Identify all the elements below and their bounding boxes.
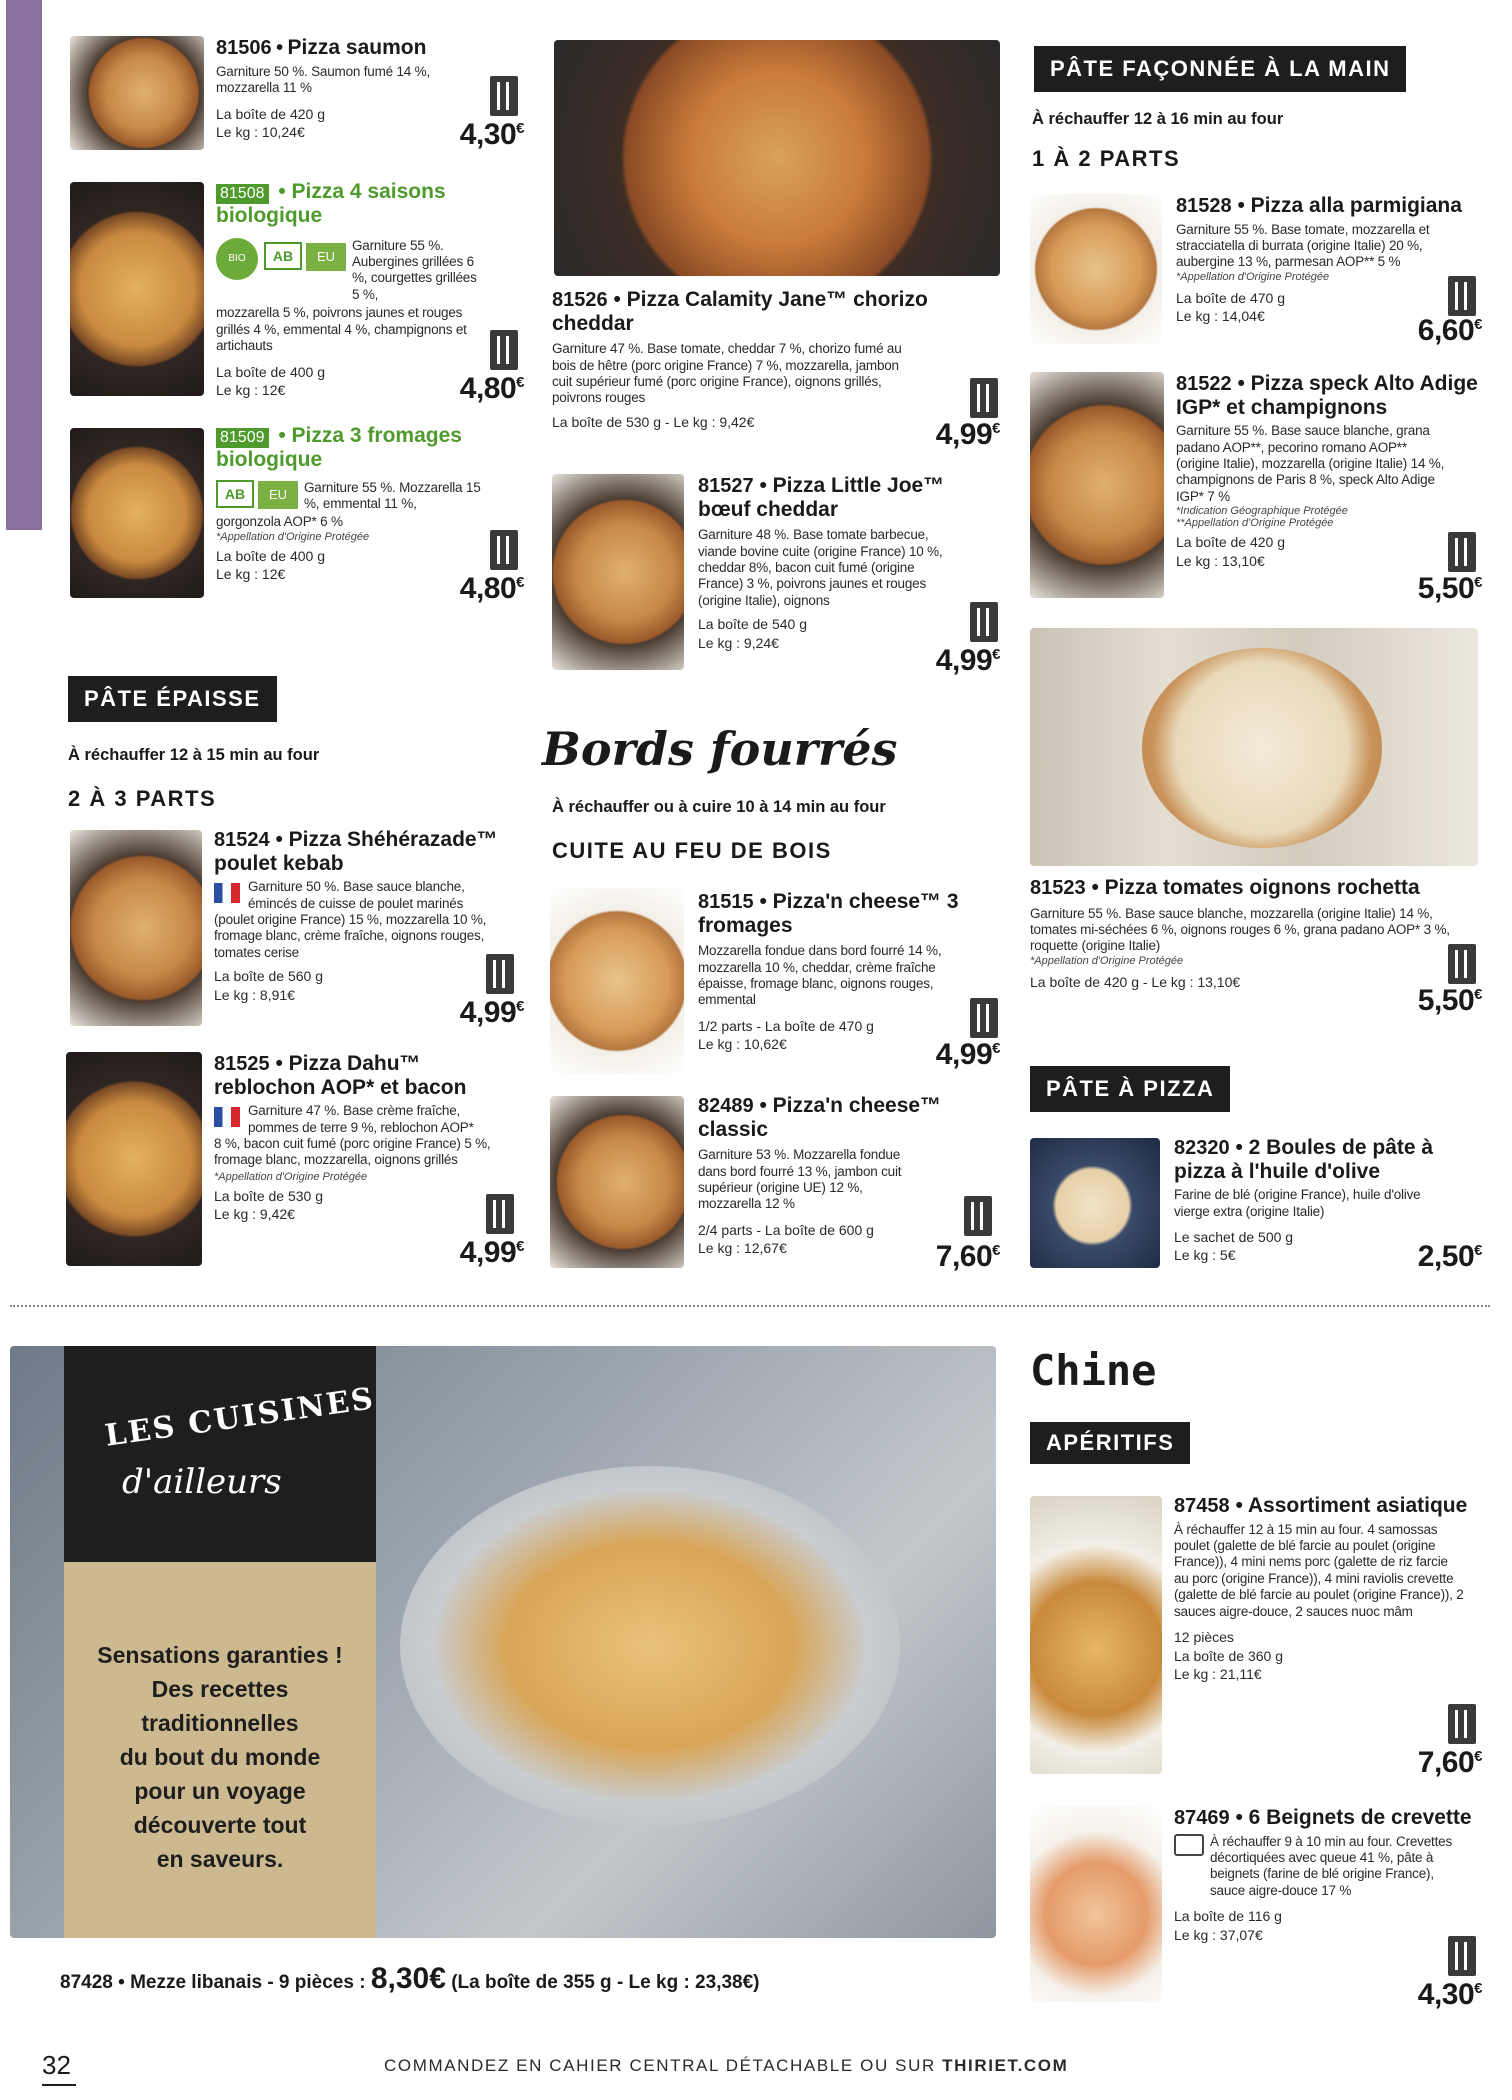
section-instructions: À réchauffer ou à cuire 10 à 14 min au four — [552, 798, 886, 816]
product-price: 6,60€ — [1417, 314, 1482, 347]
product-code: 81526 — [552, 289, 608, 311]
product-kg: Le kg : 9,24€ — [698, 634, 779, 651]
product-87458: 87458 • Assortiment asiatique À réchauffer 12 à 15 min au four. 4 samossas poulet (galette de blé farcie au poulet (origine France)), 4 mini nems porc (galette de riz farcie au porc (origine France)), 4 mini raviolis crevette (galette de blé farcie au poulet (origine France)), 2 sauces aigre-douce, 2 sauces nuoc mâm 12 pièces La boîte de 360 g Le kg : 21,11€ — [1174, 1494, 1474, 1683]
product-code: 81524 — [214, 829, 270, 851]
product-note: *Indication Géographique Protégée — [1176, 505, 1348, 518]
mezze-price: 8,30€ — [370, 1962, 446, 1995]
promo-panel — [64, 1346, 376, 1938]
fork-icon — [1448, 276, 1476, 316]
product-kg: Le kg : 8,91€ — [214, 986, 295, 1003]
fork-icon — [970, 602, 998, 642]
product-photo-81527 — [552, 474, 684, 670]
fork-icon — [1448, 1704, 1476, 1744]
product-82320: 82320 • 2 Boules de pâte à pizza à l'huile d'olive Farine de blé (origine France), huile d'olive vierge extra (origine Italie) Le sachet de 500 g Le kg : 5€ — [1174, 1136, 1480, 1264]
product-photo-81506 — [70, 36, 204, 150]
fork-icon — [1448, 944, 1476, 984]
product-81523: 81523 • Pizza tomates oignons rochetta Garniture 55 %. Base sauce blanche, mozzarella (origine Italie) 14 %, tomates mi-séchées 6 %, oignons rouges 6 %, grana padano AOP* 3 %, roquette (origine Italie) *Appellation d'Origine Protégée La boîte de 420 g - Le kg : 13,10€ — [1030, 876, 1480, 991]
product-price: 7,60€ — [935, 1240, 1000, 1273]
product-desc: Farine de blé (origine France), huile d'olive vierge extra (origine Italie) — [1174, 1187, 1421, 1219]
product-kg: Le kg : 10,24€ — [216, 124, 305, 141]
section-tag-pate-faconnee: PÂTE FAÇONNÉE À LA MAIN — [1034, 46, 1406, 92]
ab-logo-icon: AB — [216, 480, 254, 508]
oven-icon — [1174, 1834, 1204, 1856]
product-81526: 81526 • Pizza Calamity Jane™ chorizo cheddar Garniture 47 %. Base tomate, cheddar 7 %, chorizo fumé au bois de hêtre (porc origine France) 7 %, mozzarella, jambon cuit supérieur fumé (porc origine France), oignons grillés, poivrons rouges La boîte de 530 g - Le kg : 9,42€ — [552, 288, 972, 431]
product-desc: Garniture 48 %. Base tomate barbecue, viande bovine cuite (origine France) 10 %, cheddar 8%, bacon cuit fumé (origine France) 3 %, poivrons jaunes et rouges (origine Italie), oignons — [698, 527, 943, 608]
product-photo-87458 — [1030, 1496, 1162, 1774]
product-desc: À réchauffer 9 à 10 min au four. Crevettes décortiquées avec queue 41 %, pâte à beignets (farine de blé origine France), sauce aigre-douce 17 % — [1210, 1833, 1452, 1898]
mezze-detail: (La boîte de 355 g - Le kg : 23,38€) — [451, 1972, 760, 1993]
section-instructions: À réchauffer 12 à 15 min au four — [68, 746, 320, 764]
product-box: La boîte de 400 g — [216, 547, 325, 564]
product-box: Le sachet de 500 g — [1174, 1228, 1294, 1245]
fork-icon — [1448, 532, 1476, 572]
product-desc: 8 %, bacon cuit fumé (porc origine France) 5 %, fromage blanc, mozzarella, oignons grillés — [214, 1135, 491, 1168]
product-note: *Appellation d'Origine Protégée — [1030, 954, 1184, 967]
fork-icon — [970, 998, 998, 1038]
product-note: *Appellation d'Origine Protégée — [216, 530, 370, 543]
product-kg: Le kg : 12€ — [216, 381, 286, 398]
mezze-name: Mezze libanais - 9 pièces : — [130, 1972, 366, 1993]
promo-header — [64, 1346, 376, 1562]
product-name: Assortiment asiatique — [1247, 1494, 1468, 1517]
product-name: 2 Boules de pâte à pizza à l'huile d'olive — [1174, 1136, 1434, 1183]
product-box: La boîte de 400 g — [216, 363, 325, 380]
product-name: Pizza Calamity Jane™ chorizo cheddar — [552, 288, 928, 335]
product-price: 4,99€ — [459, 996, 524, 1029]
section-tag-aperitifs: APÉRITIFS — [1030, 1422, 1190, 1464]
product-code: 82489 — [698, 1095, 754, 1117]
product-81528: 81528 • Pizza alla parmigiana Garniture 55 %. Base tomate, mozzarella et stracciatella di burrata (origine Italie) 20 %, aubergine 13 %, parmesan AOP** 5 % *Appellation d'Origine Protégée La boîte de 470 g Le kg : 14,04€ — [1176, 194, 1476, 325]
product-code: 81506 — [216, 37, 272, 59]
product-photo-82489 — [550, 1096, 684, 1268]
product-desc: Mozzarella fondue dans bord fourré 14 %, mozzarella 10 %, cheddar, crème fraîche épaisse, fromage blanc, oignons rouges, emmental — [698, 943, 942, 1008]
product-desc: mozzarella 5 %, poivrons jaunes et rouges grillés 4 %, emmental 4 %, champignons et artichauts — [216, 305, 467, 354]
product-desc: Garniture 50 %. Saumon fumé 14 %, mozzarella 11 % — [216, 64, 431, 96]
product-name: Pizza tomates oignons rochetta — [1104, 876, 1420, 899]
product-81508: 81508 • Pizza 4 saisons biologique BIO AB EU Garniture 55 %. Aubergines grillées 6 %, courgettes grillées 5 %, mozzarella 5 %, poivrons jaunes et rouges grillés 4 %, emmental 4 %, champignons et artichauts La boîte de 400 g Le kg : 12€ — [216, 180, 516, 399]
product-81509: 81509 • Pizza 3 fromages biologique AB EU Garniture 55 %. Mozzarella 15 %, emmental 11 %, gorgonzola AOP* 6 % *Appellation d'Origine Protégée La boîte de 400 g Le kg : 12€ — [216, 424, 516, 583]
product-photo-81525 — [66, 1052, 202, 1266]
product-price: 4,99€ — [935, 418, 1000, 451]
section-divider — [10, 1305, 1490, 1307]
product-kg: Le kg : 5€ — [1174, 1247, 1236, 1264]
fork-icon — [970, 378, 998, 418]
product-desc: (poulet origine France) 15 %, mozzarella 10 %, fromage blanc, crème fraîche, oignons rouges, tomates cerise — [214, 911, 487, 960]
product-box: 1/2 parts - La boîte de 470 g — [698, 1017, 874, 1034]
product-kg: Le kg : 9,42€ — [214, 1206, 295, 1223]
product-box: La boîte de 540 g — [698, 616, 807, 633]
product-code: 81528 — [1176, 195, 1232, 217]
product-note-2: **Appellation d'Origine Protégée — [1176, 517, 1334, 530]
section-parts: 2 À 3 PARTS — [68, 786, 217, 811]
mezze-code: 87428 — [60, 1972, 113, 1993]
footer-note: COMMANDEZ EN CAHIER CENTRAL DÉTACHABLE OU SUR THIRIET.COM — [384, 2056, 1069, 2075]
product-price: 5,50€ — [1417, 984, 1482, 1017]
product-note: *Appellation d'Origine Protégée — [214, 1170, 368, 1183]
fork-icon — [490, 530, 518, 570]
product-photo-81508 — [70, 182, 204, 396]
section-parts: 1 À 2 PARTS — [1032, 146, 1181, 171]
mezze-offer: 87428 • Mezze libanais - 9 pièces : 8,30€ (La boîte de 355 g - Le kg : 23,38€) — [60, 1962, 760, 1995]
ab-logo-icon: AB — [264, 242, 302, 270]
product-photo-81526 — [554, 40, 1000, 276]
product-note: *Appellation d'Origine Protégée — [1176, 270, 1330, 283]
page-number: 32 — [42, 2050, 71, 2080]
product-code: 81527 — [698, 475, 754, 497]
product-desc: Garniture 55 %. Base sauce blanche, grana padano AOP**, pecorino romano AOP** (origine Italie), mozzarella (origine Italie) 14 %, champignons de Paris 8 %, speck Alto Adige IGP* 7 % — [1176, 423, 1445, 504]
product-name: Pizza 3 fromages biologique — [216, 424, 462, 471]
product-photo-87469 — [1030, 1806, 1162, 2002]
product-desc: gorgonzola AOP* 6 % — [216, 514, 343, 530]
product-kg: Le kg : 10,62€ — [698, 1036, 787, 1053]
product-box: La boîte de 420 g - Le kg : 13,10€ — [1030, 973, 1241, 990]
french-flag-icon — [214, 883, 240, 903]
product-kg: Le kg : 13,10€ — [1176, 552, 1265, 569]
product-desc: Garniture 55 %. Base tomate, mozzarella et stracciatella di burrata (origine Italie) 20 %, aubergine 13 %, parmesan AOP** 5 % — [1176, 221, 1430, 270]
fork-icon — [486, 1194, 514, 1234]
product-box: La boîte de 470 g — [1176, 289, 1285, 306]
footer-brand: THIRIET.COM — [942, 2056, 1069, 2075]
product-photo-81528 — [1030, 194, 1162, 344]
product-box: La boîte de 360 g — [1174, 1647, 1283, 1664]
eu-organic-leaf-icon: EU — [258, 481, 298, 509]
product-box: La boîte de 560 g — [214, 968, 323, 985]
product-desc: Garniture 55 %. Base sauce blanche, mozzarella (origine Italie) 14 %, tomates mi-séchées 6 %, oignons rouges 6 %, grana padano AOP* 3 %, roquette (origine Italie) — [1030, 905, 1450, 954]
product-code: 87469 — [1174, 1807, 1230, 1829]
product-name: Pizza speck Alto Adige IGP* et champignons — [1176, 372, 1478, 419]
section-tag-pate-epaisse: PÂTE ÉPAISSE — [68, 676, 277, 722]
product-price: 4,80€ — [459, 372, 524, 405]
product-box: La boîte de 420 g — [1176, 534, 1285, 551]
product-87469: 87469 • 6 Beignets de crevette À réchauffer 9 à 10 min au four. Crevettes décortiquées avec queue 41 %, pâte à beignets (farine de blé origine France), sauce aigre-douce 17 % La boîte de 116 g Le kg : 37,07€ — [1174, 1806, 1474, 1944]
product-81506: 81506 • Pizza saumon Garniture 50 %. Saumon fumé 14 %, mozzarella 11 % La boîte de 420 g Le kg : 10,24€ — [216, 36, 516, 141]
fork-icon — [490, 330, 518, 370]
fork-icon — [490, 76, 518, 116]
product-pieces: 12 pièces — [1174, 1629, 1234, 1646]
product-code: 82320 — [1174, 1137, 1230, 1159]
product-name: Pizza Dahu™ reblochon AOP* et bacon — [214, 1052, 467, 1099]
product-81525: 81525 • Pizza Dahu™ reblochon AOP* et bacon Garniture 47 %. Base crème fraîche, pommes de terre 9 %, reblochon AOP* 8 %, bacon cuit fumé (porc origine France) 5 %, fromage blanc, mozzarella, oignons grillés *Appellation d'Origine Protégée La boîte de 530 g Le kg : 9,42€ — [214, 1052, 524, 1223]
product-price: 5,50€ — [1417, 572, 1482, 605]
section-title-bords-fourres: Bords fourrés — [542, 722, 898, 776]
product-name: 6 Beignets de crevette — [1248, 1806, 1472, 1829]
product-kg: Le kg : 12,67€ — [698, 1240, 787, 1257]
product-81522: 81522 • Pizza speck Alto Adige IGP* et champignons Garniture 55 %. Base sauce blanche, grana padano AOP**, pecorino romano AOP** (origine Italie), mozzarella (origine Italie) 14 %, champignons de Paris 8 %, speck Alto Adige IGP* 7 % *Indication Géographique Protégée **Appellation d'Origine Protégée La boîte de 420 g Le kg : 13,10€ — [1176, 372, 1482, 570]
pizza-shape — [1142, 648, 1382, 848]
product-price: 4,80€ — [459, 572, 524, 605]
product-code: 81509 — [216, 428, 269, 448]
french-flag-icon — [214, 1107, 240, 1127]
product-name: Pizza Little Joe™ bœuf cheddar — [698, 474, 945, 521]
product-box: 2/4 parts - La boîte de 600 g — [698, 1221, 874, 1238]
product-81524: 81524 • Pizza Shéhérazade™ poulet kebab Garniture 50 %. Base sauce blanche, émincés de cuisse de poulet marinés (poulet origine France) 15 %, mozzarella 10 %, fromage blanc, crème fraîche, oignons rouges, tomates cerise La boîte de 560 g Le kg : 8,91€ — [214, 828, 524, 1004]
product-photo-81515 — [550, 888, 684, 1074]
product-kg: Le kg : 12€ — [216, 566, 286, 583]
product-photo-81509 — [70, 428, 204, 598]
product-price: 2,50€ — [1417, 1240, 1482, 1273]
product-name: Pizza'n cheese™ 3 fromages — [698, 890, 959, 937]
product-photo-81524 — [70, 830, 202, 1026]
product-price: 4,99€ — [935, 1038, 1000, 1071]
product-photo-81522 — [1030, 372, 1164, 598]
product-box: La boîte de 116 g — [1174, 1908, 1282, 1925]
fork-icon — [486, 954, 514, 994]
fork-icon — [964, 1196, 992, 1236]
product-name: Pizza alla parmigiana — [1250, 194, 1462, 217]
product-desc: Garniture 53 %. Mozzarella fondue dans bord fourré 13 %, jambon cuit supérieur (origine UE) 12 %, mozzarella 12 % — [698, 1147, 902, 1212]
promo-body: Sensations garanties ! Des recettes traditionnelles du bout du monde pour un voyage découverte tout en saveurs. — [64, 1562, 376, 1938]
plate-shape — [400, 1466, 900, 1826]
product-code: 81508 — [216, 184, 269, 204]
section-sub: CUITE AU FEU DE BOIS — [552, 838, 832, 863]
product-name: Pizza'n cheese™ classic — [698, 1094, 942, 1141]
product-code: 81523 — [1030, 877, 1086, 899]
product-box: La boîte de 530 g — [214, 1187, 323, 1204]
promo-line1: LES CUISINES — [102, 1381, 377, 1454]
product-price: 4,30€ — [1417, 1978, 1482, 2011]
product-81527: 81527 • Pizza Little Joe™ bœuf cheddar Garniture 48 %. Base tomate barbecue, viande bovine cuite (origine France) 10 %, cheddar 8%, bacon cuit fumé (origine France) 3 %, poivrons jaunes et rouges (origine Italie), oignons La boîte de 540 g Le kg : 9,24€ — [698, 474, 958, 652]
product-82489: 82489 • Pizza'n cheese™ classic Garniture 53 %. Mozzarella fondue dans bord fourré 13 %, jambon cuit supérieur (origine UE) 12 %, mozzarella 12 % 2/4 parts - La boîte de 600 g Le kg : 12,67€ — [698, 1094, 958, 1257]
product-price: 4,99€ — [935, 644, 1000, 677]
bio-label-icon: BIO — [216, 238, 258, 280]
product-photo-82320 — [1030, 1138, 1160, 1268]
product-kg: Le kg : 37,07€ — [1174, 1926, 1263, 1943]
product-name: Pizza 4 saisons biologique — [216, 180, 446, 227]
product-price: 7,60€ — [1417, 1746, 1482, 1779]
product-name: Pizza Shéhérazade™ poulet kebab — [214, 828, 498, 875]
product-price: 4,30€ — [459, 118, 524, 151]
product-price: 4,99€ — [459, 1236, 524, 1269]
product-code: 81515 — [698, 891, 754, 913]
product-desc: À réchauffer 12 à 15 min au four. 4 samossas poulet (galette de blé farcie au poulet (origine France)), 4 mini nems porc (galette de riz farcie au porc (origine France)), 4 mini raviolis crevette (galette de blé farcie au poulet (origine France)), 2 sauces aigre-douce, 2 sauces nuoc mâm — [1174, 1521, 1464, 1619]
product-code: 81525 — [214, 1053, 270, 1075]
product-photo-81523 — [1030, 628, 1478, 866]
product-code: 81522 — [1176, 373, 1232, 395]
product-desc: Garniture 47 %. Base tomate, cheddar 7 %, chorizo fumé au bois de hêtre (porc origine France) 7 %, mozzarella, jambon cuit supérieur fumé (porc origine France), oignons grillés, poivrons rouges — [552, 341, 902, 406]
product-81515: 81515 • Pizza'n cheese™ 3 fromages Mozzarella fondue dans bord fourré 14 %, mozzarella 10 %, cheddar, crème fraîche épaisse, fromage blanc, oignons rouges, emmental 1/2 parts - La boîte de 470 g Le kg : 10,62€ — [698, 890, 968, 1053]
promo-line2: d'ailleurs — [122, 1462, 282, 1502]
fork-icon — [1448, 1936, 1476, 1976]
product-kg: Le kg : 21,11€ — [1174, 1665, 1262, 1682]
section-instructions: À réchauffer 12 à 16 min au four — [1032, 110, 1284, 128]
section-tag-pate-a-pizza: PÂTE À PIZZA — [1030, 1066, 1230, 1112]
product-code: 87458 — [1174, 1495, 1230, 1517]
accent-bar — [6, 0, 42, 530]
section-title-chine: Chine — [1030, 1346, 1157, 1395]
product-box: La boîte de 420 g — [216, 105, 325, 122]
product-kg: Le kg : 14,04€ — [1176, 308, 1265, 325]
product-name: Pizza saumon — [287, 36, 427, 59]
product-box: La boîte de 530 g - Le kg : 9,42€ — [552, 413, 755, 430]
eu-organic-leaf-icon: EU — [306, 243, 346, 271]
